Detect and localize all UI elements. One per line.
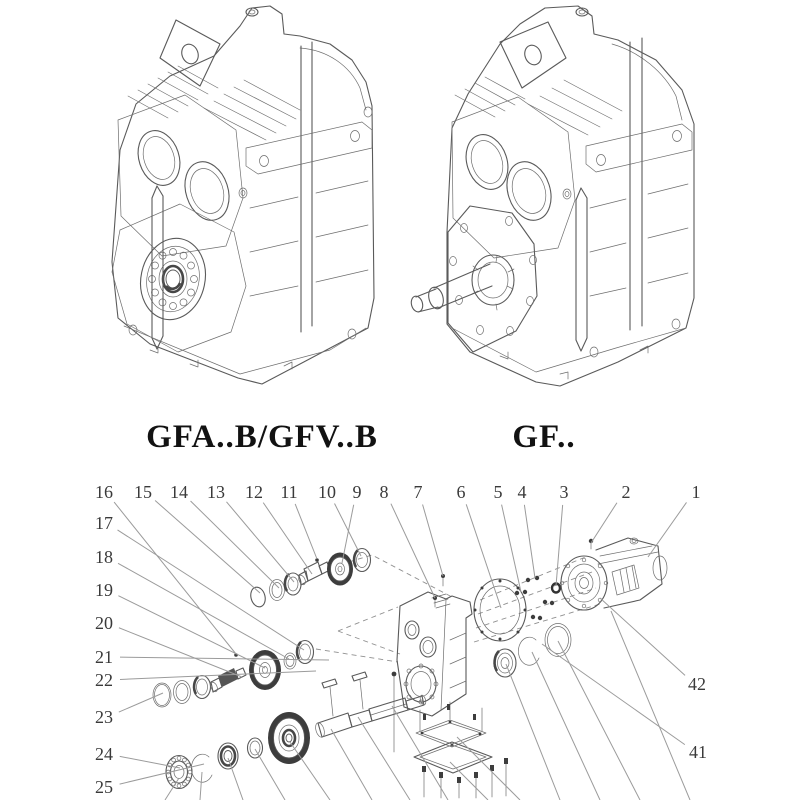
shaft-keys [322,672,367,716]
part-callouts [95,482,707,800]
leader-line-11 [295,504,317,559]
part-number-25: 25 [95,777,113,797]
leader-line-6 [466,504,501,608]
terminal-box [612,565,639,595]
gasket [416,702,486,747]
leader-line-18 [118,563,289,659]
end-cap [249,586,268,609]
cut-leader-line-14 [611,611,690,800]
cut-leader-line-10 [457,737,520,800]
part-number-18: 18 [95,547,113,567]
part-number-2: 2 [621,482,631,502]
leader-line-15 [155,500,260,593]
output-side-parts [494,624,571,678]
bottom-cover [414,742,508,798]
assembly-bolts [515,539,593,620]
side-ribs [590,184,688,296]
part-number-20: 20 [95,613,113,633]
cut-leader-line-1 [165,778,179,800]
part-number-42: 42 [688,674,706,694]
leader-line-4 [524,505,535,578]
leader-line-8 [391,504,435,598]
part-number-24: 24 [95,744,113,764]
leader-line-25 [120,764,204,784]
caption-left-model: GFA..B/GFV..B [146,419,378,455]
cut-leader-line-13 [558,641,640,800]
part-number-15: 15 [134,482,152,502]
flange-bolt-dots [474,580,527,641]
cut-leader-line-11 [506,664,560,800]
tie-rod [576,188,587,351]
leader-line-12 [263,503,312,574]
input-shaft-assembly [249,549,371,609]
part-number-7: 7 [413,482,423,502]
leader-line-41 [542,644,685,745]
cut-leader-line-9 [450,762,488,800]
part-number-4: 4 [517,482,527,502]
leader-line-10 [335,503,361,556]
leader-line-42 [600,598,685,675]
part-number-21: 21 [95,647,113,667]
part-number-13: 13 [207,482,225,502]
part-number-9: 9 [352,482,362,502]
part-number-22: 22 [95,670,113,690]
leader-line-14 [191,501,279,588]
cut-leader-line-12 [532,652,600,800]
leader-line-24 [120,756,180,768]
cooling-fins-left [455,77,525,117]
part-number-8: 8 [379,482,389,502]
part-number-23: 23 [95,707,113,727]
part-number-6: 6 [456,482,466,502]
part-number-17: 17 [95,513,113,533]
caption-right-model: GF.. [512,419,576,455]
cut-leader-line-2 [200,772,202,800]
adapter-flange-ring [474,579,527,641]
part-number-1: 1 [691,482,701,502]
motor-input-unit [560,538,667,610]
part-number-12: 12 [245,482,263,502]
leader-line-17 [118,530,304,650]
cooling-fins-left [128,66,218,118]
part-number-11: 11 [280,482,298,502]
leader-line-16 [114,502,236,654]
part-number-19: 19 [95,580,113,600]
leader-line-7 [423,504,443,576]
cut-leader-line-5 [290,742,330,800]
side-ribs [250,181,368,296]
cut-leader-line-6 [331,729,372,800]
part-number-41: 41 [689,742,707,762]
gearbox-left-drawing [112,6,374,384]
output-shaft-assembly [166,672,427,789]
retaining-ring [153,683,171,707]
bore-bolt-holes [404,664,438,704]
part-number-14: 14 [170,482,188,502]
part-number-16: 16 [95,482,113,502]
leader-line-3 [556,505,563,586]
part-number-3: 3 [559,482,569,502]
leader-line-20 [119,628,242,677]
cooling-fins-center [528,80,622,135]
gearbox-right-drawing [410,6,694,386]
exploded-view-diagram [153,538,667,798]
seal-ring [545,624,571,657]
leader-line-1 [648,502,686,557]
cooling-fins-center [204,80,300,140]
cut-leader-line-7 [358,717,410,800]
housing-ribs [450,633,466,688]
part-number-10: 10 [318,482,336,502]
leader-line-2 [591,503,617,543]
output-shaft [314,694,427,738]
leader-line-9 [342,505,354,563]
part-number-5: 5 [493,482,503,502]
motor-flange-holes [560,558,608,608]
